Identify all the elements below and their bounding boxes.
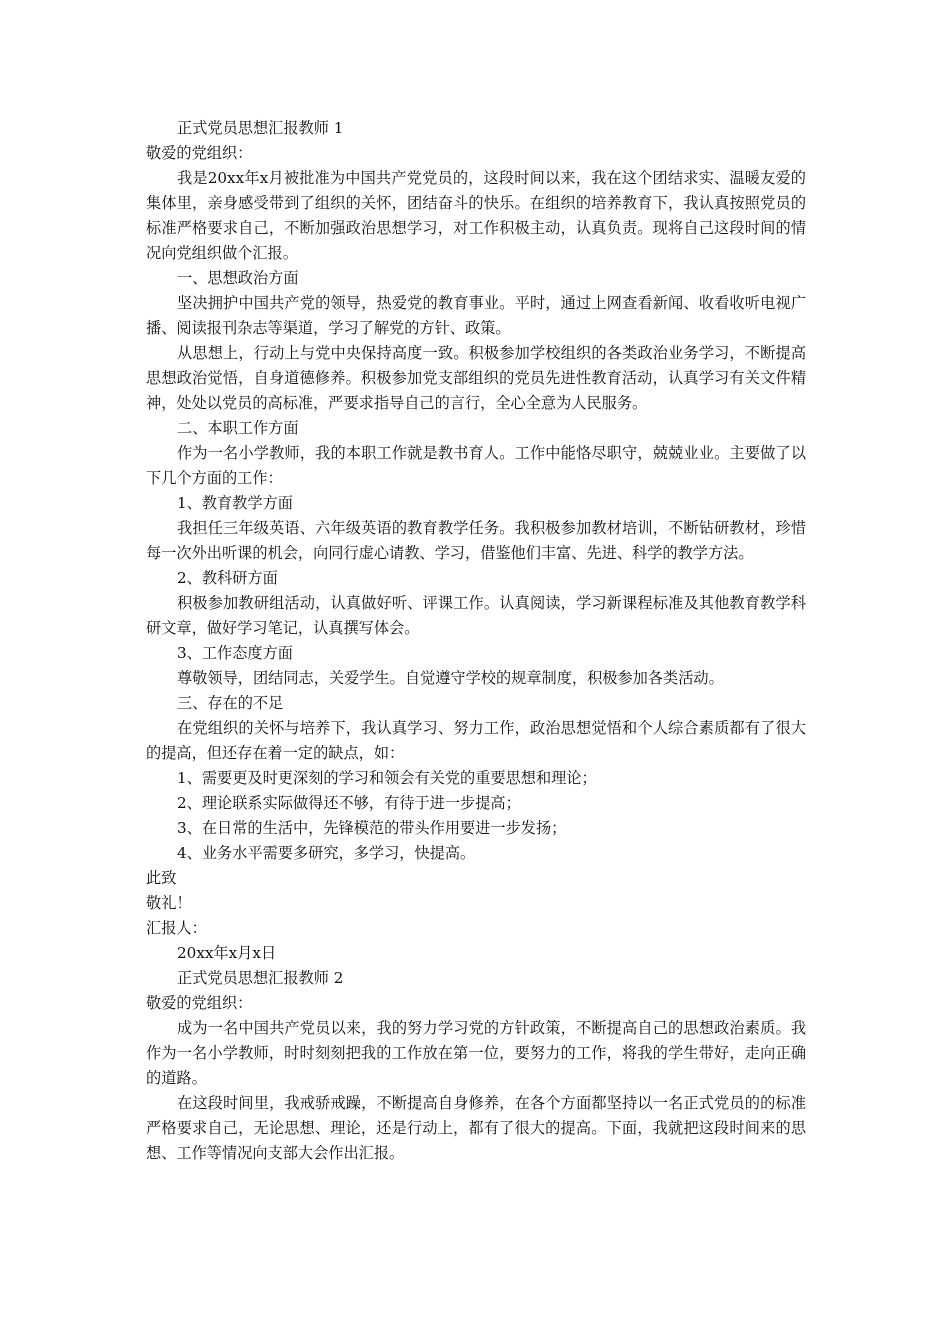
list-item: 2、理论联系实际做得还不够，有待于进一步提高； <box>177 794 521 812</box>
paragraph: 在党组织的关怀与培养下，我认真学习、努力工作，政治思想觉悟和个人综合素质都有了很大的提高，但还存在着一定的缺点，如： <box>146 719 806 762</box>
paragraph: 作为一名小学教师，我的本职工作就是教书育人。工作中能恪尽职守，兢兢业业。主要做了以下几个方面的工作： <box>146 444 806 487</box>
regards: 敬礼！ <box>146 894 192 912</box>
section-heading: 二、本职工作方面 <box>177 419 299 437</box>
list-item: 1、需要更及时更深刻的学习和领会有关党的重要思想和理论； <box>177 769 597 787</box>
paragraph: 成为一名中国共产党员以来，我的努力学习党的方针政策，不断提高自己的思想政治素质。我作为一名小学教师，时时刻刻把我的工作放在第一位，要努力的工作，将我的学生带好，走向正确的道路。 <box>146 1019 806 1087</box>
salutation: 敬爱的党组织： <box>146 994 253 1012</box>
paragraph: 在这段时间里，我戒骄戒躁，不断提高自身修养，在各个方面都坚持以一名正式党员的的标准严格要求自己，无论思想、理论，还是行动上，都有了很大的提高。下面，我就把这段时间来的思想、工作等情况向支部大会作出汇报。 <box>146 1094 806 1162</box>
paragraph: 从思想上，行动上与党中央保持高度一致。积极参加学校组织的各类政治业务学习，不断提高思想政治觉悟，自身道德修养。积极参加党支部组织的党员先进性教育活动，认真学习有关文件精神，处处以党员的高标准，严要求指导自己的言行，全心全意为人民服务。 <box>146 344 806 412</box>
paragraph: 我担任三年级英语、六年级英语的教育教学任务。我积极参加教材培训，不断钻研教材，珍惜每一次外出听课的机会，向同行虚心请教、学习，借鉴他们丰富、先进、科学的教学方法。 <box>146 519 806 562</box>
paragraph: 坚决拥护中国共产党的领导，热爱党的教育事业。平时，通过上网查看新闻、收看收听电视广播、阅读报刊杂志等渠道，学习了解党的方针、政策。 <box>146 294 806 337</box>
list-item: 3、在日常的生活中，先锋模范的带头作用要进一步发扬； <box>177 819 567 837</box>
section-heading: 一、思想政治方面 <box>177 269 299 287</box>
section-title: 正式党员思想汇报教师 1 <box>177 119 344 137</box>
closing: 此致 <box>146 869 177 887</box>
subsection-heading: 1、教育教学方面 <box>177 494 293 512</box>
report-date: 20xx年x月x日 <box>177 944 277 962</box>
reporter-label: 汇报人： <box>146 919 207 937</box>
section-title: 正式党员思想汇报教师 2 <box>177 969 344 987</box>
section-heading: 三、存在的不足 <box>177 694 284 712</box>
list-item: 4、业务水平需要多研究，多学习，快提高。 <box>177 844 476 862</box>
subsection-heading: 3、工作态度方面 <box>177 644 293 662</box>
document-page <box>146 116 806 1166</box>
paragraph: 积极参加教研组活动，认真做好听、评课工作。认真阅读，学习新课程标准及其他教育教学科研文章，做好学习笔记，认真撰写体会。 <box>146 594 806 637</box>
paragraph: 尊敬领导，团结同志，关爱学生。自觉遵守学校的规章制度，积极参加各类活动。 <box>177 669 724 687</box>
salutation: 敬爱的党组织： <box>146 144 253 162</box>
paragraph: 我是20xx年x月被批准为中国共产党党员的，这段时间以来，我在这个团结求实、温暖友爱的集体里，亲身感受带到了组织的关怀，团结奋斗的快乐。在组织的培养教育下，我认真按照党员的标准严格要求自己，不断加强政治思想学习，对工作积极主动，认真负责。现将自己这段时间的情况向党组织做个汇报。 <box>146 169 806 262</box>
subsection-heading: 2、教科研方面 <box>177 569 278 587</box>
